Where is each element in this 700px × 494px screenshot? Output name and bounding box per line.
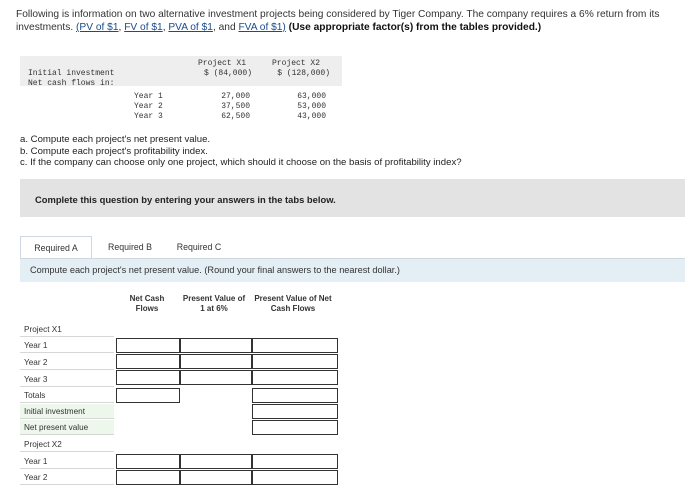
given-x2-year1: 63,000 (297, 92, 326, 101)
question-c: c. If the company can choose only one project, which should it choose on the basis of profitability index? (20, 157, 462, 169)
intro-instruction: (Use appropriate factor(s) from the tables provided.) (288, 22, 542, 33)
tab-required-c[interactable]: Required C (176, 242, 222, 252)
given-label-netcash: Net cash flows in: (28, 79, 115, 88)
given-label-initial: Initial investment (28, 69, 115, 78)
tab-required-b[interactable]: Required B (107, 242, 152, 252)
x2-year2-pv-input[interactable] (252, 470, 338, 485)
given-x1-initial: $ (84,000) (203, 69, 252, 78)
col-header-x1: Project X1 (198, 59, 247, 68)
header-pv-cash-flows: Present Value of Net Cash Flows (254, 294, 332, 313)
question-a: a. Compute each project's net present value. (20, 134, 211, 145)
row-label-project-x2: Project X2 (20, 437, 114, 452)
x1-year2-cash-input[interactable] (116, 354, 180, 369)
fva-table-link[interactable]: FVA of $1) (238, 22, 286, 33)
x1-year3-pv-input[interactable] (252, 370, 338, 385)
header-pv-factor: Present Value of 1 at 6% (182, 294, 246, 313)
x1-year3-cash-input[interactable] (116, 370, 180, 385)
header-net-cash-flows: Net Cash Flows (129, 294, 165, 313)
tab-instruction-bar (20, 258, 685, 282)
x1-year2-pv-input[interactable] (252, 354, 338, 369)
row-label-project-x1: Project X1 (20, 322, 114, 337)
x1-totals-pv-input[interactable] (252, 388, 338, 403)
given-label-year2: Year 2 (134, 102, 163, 111)
given-x2-initial: $ (128,000) (277, 69, 330, 78)
col-header-x2: Project X2 (272, 59, 321, 68)
row-label-totals: Totals (20, 388, 114, 403)
x1-year1-factor-input[interactable] (180, 338, 252, 353)
pva-table-link[interactable]: PVA of $1 (168, 22, 213, 33)
x2-year1-factor-input[interactable] (180, 454, 252, 469)
x2-year2-cash-input[interactable] (116, 470, 180, 485)
row-label-x2-year1: Year 1 (20, 454, 114, 469)
row-label-net-present-value: Net present value (20, 420, 114, 435)
x2-year1-cash-input[interactable] (116, 454, 180, 469)
given-x1-year2: 37,500 (221, 102, 250, 111)
row-label-x1-year1: Year 1 (20, 338, 114, 353)
given-data-table (20, 56, 342, 122)
x1-net-present-value-input[interactable] (252, 420, 338, 435)
given-x1-year3: 62,500 (221, 112, 250, 121)
banner-text: Complete this question by entering your answers in the tabs below. (35, 194, 336, 205)
instructions-banner (20, 179, 685, 217)
tab-instruction: Compute each project's net present value. (Round your final answers to the nearest dollar.) (30, 265, 400, 275)
row-label-x2-year2: Year 2 (20, 470, 114, 485)
x1-totals-cash-input[interactable] (116, 388, 180, 403)
question-list (20, 134, 462, 169)
x2-year1-pv-input[interactable] (252, 454, 338, 469)
intro-text: Following is information on two alternative investment projects being considered by Tiger Company. The company requires a 6% return from its investments. (16, 9, 660, 33)
fv-table-link[interactable]: FV of $1 (124, 22, 163, 33)
problem-intro: Following is information on two alternative investment projects being considered by Tiger Company. The company requires a 6% return from its investments. (PV of $1, FV of $1, PVA of $1, and FVA of $1) (Use appropriate factor(s) from the tables provided.) (16, 9, 660, 33)
given-label-year3: Year 3 (134, 112, 163, 121)
x1-initial-investment-input[interactable] (252, 404, 338, 419)
given-x1-year1: 27,000 (221, 92, 250, 101)
given-x2-year3: 43,000 (297, 112, 326, 121)
row-label-initial-investment: Initial investment (20, 404, 114, 419)
x1-year1-cash-input[interactable] (116, 338, 180, 353)
x1-year1-pv-input[interactable] (252, 338, 338, 353)
question-b: b. Compute each project's profitability index. (20, 145, 208, 157)
given-x2-year2: 53,000 (297, 102, 326, 111)
x2-year2-factor-input[interactable] (180, 470, 252, 485)
row-label-x1-year3: Year 3 (20, 372, 114, 387)
given-label-year1: Year 1 (134, 92, 163, 101)
npv-worksheet (20, 290, 340, 490)
x1-year2-factor-input[interactable] (180, 354, 252, 369)
x1-year3-factor-input[interactable] (180, 370, 252, 385)
intro-and: and (218, 22, 236, 33)
pv-table-link[interactable]: (PV of $1 (76, 22, 119, 33)
tab-required-a[interactable]: Required A (20, 236, 92, 258)
row-label-x1-year2: Year 2 (20, 355, 114, 370)
